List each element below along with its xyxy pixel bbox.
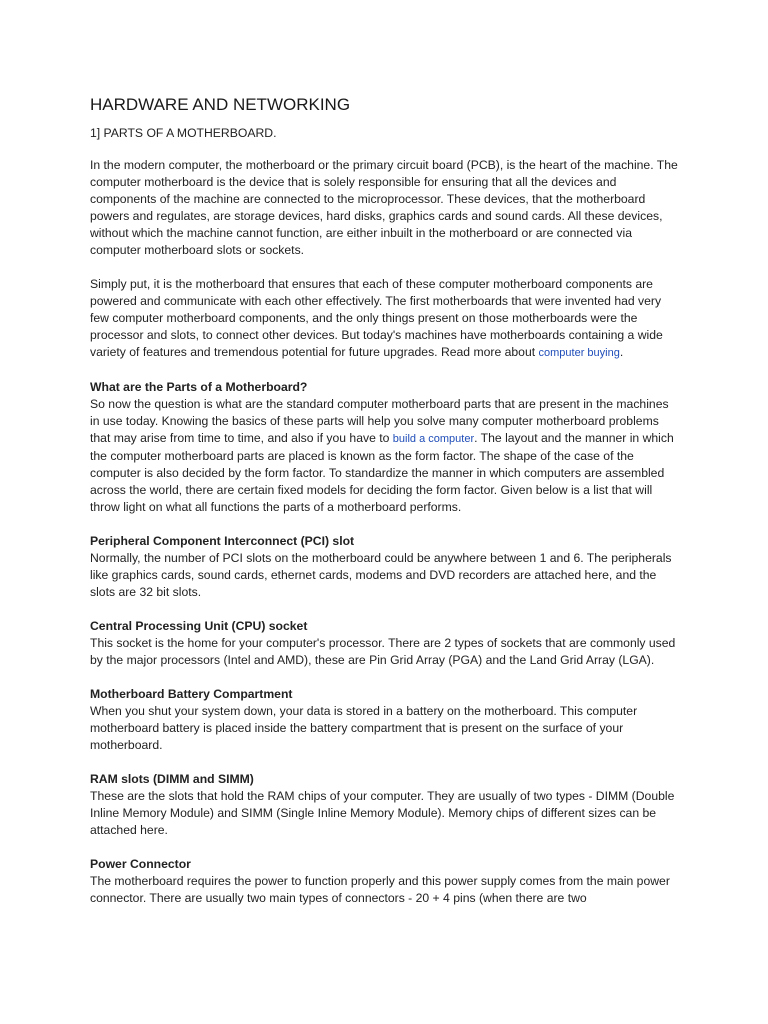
section-body: These are the slots that hold the RAM chips of your computer. They are usually of two types - DIMM (Double Inline Memory Module) and SIMM (Single Inline Memory Module). Memory chips of different sizes can be attached here. bbox=[90, 789, 675, 837]
section-heading: Central Processing Unit (CPU) socket bbox=[90, 619, 308, 633]
build-a-computer-link[interactable]: build a computer bbox=[392, 433, 475, 445]
intro-paragraph-1-text: In the modern computer, the motherboard or the primary circuit board (PCB), is the heart of the machine. The computer motherboard is the device that is solely responsible for ensuring that all the devices and components of the machine are connected to the microprocessor. These devices, that the motherboard powers and regulates, are storage devices, hard disks, graphics cards and sound cards. All these devices, without which the machine cannot function, are either inbuilt in the motherboard or are connected via computer motherboard slots or sockets. bbox=[90, 158, 678, 257]
section-battery-compartment bbox=[90, 686, 680, 754]
section-heading: Motherboard Battery Compartment bbox=[90, 687, 293, 701]
section-heading: What are the Parts of a Motherboard? bbox=[90, 380, 308, 394]
document-page bbox=[90, 90, 680, 924]
section-heading: Peripheral Component Interconnect (PCI) slot bbox=[90, 534, 355, 548]
computer-buying-link[interactable]: computer buying bbox=[538, 347, 620, 359]
section-body: Normally, the number of PCI slots on the motherboard could be anywhere between 1 and 6. The peripherals like graphics cards, sound cards, ethernet cards, modems and DVD recorders are attached here, and the slots are 32 bit slots. bbox=[90, 551, 672, 599]
section-power-connector bbox=[90, 856, 680, 907]
intro-paragraph-1 bbox=[90, 157, 680, 259]
section-body: The motherboard requires the power to function properly and this power supply comes from the main power connector. There are usually two main types of connectors - 20 + 4 pins (when there are two bbox=[90, 874, 670, 905]
section-pci-slot bbox=[90, 533, 680, 601]
section-body-text-end: . The layout and the manner in which the computer motherboard parts are placed is known as the form factor. The shape of the case of the computer is also decided by the form factor. To standardize the manner in which computers are assembled across the world, there are certain fixed models for deciding the form factor. Given below is a list that will throw light on what all functions the parts of a motherboard performs. bbox=[90, 431, 674, 514]
intro-paragraph-2-text: Simply put, it is the motherboard that ensures that each of these computer motherboard components are powered and communicate with each other effectively. The first motherboards that were invented had very few computer motherboard components, and the only things present on those motherboards were the processor and slots, to connect other devices. But today's machines have motherboards containing a wide variety of features and tremendous potential for future upgrades. Read more about bbox=[90, 277, 663, 359]
section-parts-of-motherboard bbox=[90, 379, 680, 516]
intro-paragraph-2 bbox=[90, 276, 680, 362]
document-subtitle: 1] PARTS OF A MOTHERBOARD. bbox=[90, 126, 277, 140]
section-heading: Power Connector bbox=[90, 857, 191, 871]
section-ram-slots bbox=[90, 771, 680, 839]
section-body: When you shut your system down, your data is stored in a battery on the motherboard. This computer motherboard battery is placed inside the battery compartment that is present on the surface of your motherboard. bbox=[90, 704, 638, 752]
section-heading: RAM slots (DIMM and SIMM) bbox=[90, 772, 254, 786]
section-body-text: So now the question is what are the standard computer motherboard parts that are present in the machines in use today. Knowing the basics of these parts will help you solve many computer motherboard problems that may arise from time to time, and also if you have to bbox=[90, 397, 669, 445]
intro-paragraph-2-end: . bbox=[619, 345, 624, 359]
document-title: HARDWARE AND NETWORKING bbox=[90, 95, 351, 114]
section-body: This socket is the home for your computer's processor. There are 2 types of sockets that are commonly used by the major processors (Intel and AMD), these are Pin Grid Array (PGA) and the Land Grid Array (LGA). bbox=[90, 636, 676, 667]
section-cpu-socket bbox=[90, 618, 680, 669]
section-body bbox=[90, 396, 680, 516]
